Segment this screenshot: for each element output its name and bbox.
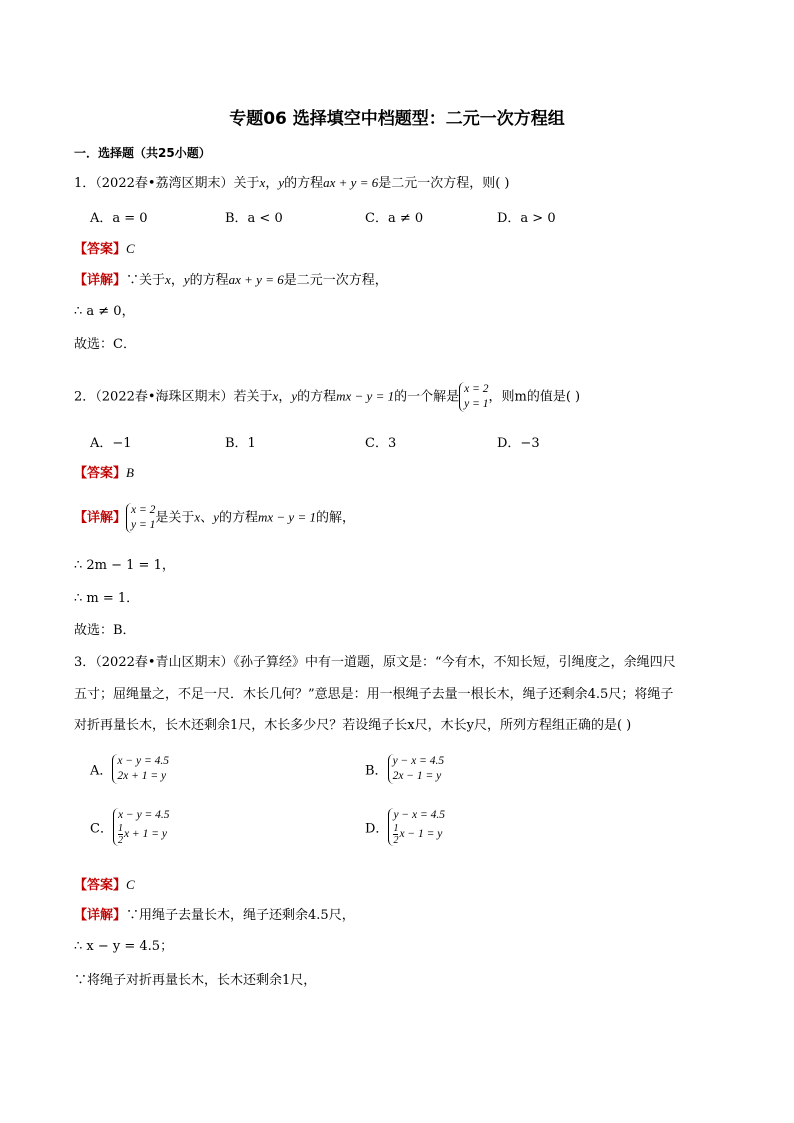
question-1-stem: 1．（2022春•荔湾区期末）关于x，y的方程ax + y = 6是二元一次方程，则( ) bbox=[74, 175, 510, 191]
section-heading: 一．选择题（共25小题） bbox=[74, 146, 211, 160]
question-2-option-b: B．1 bbox=[225, 436, 256, 451]
question-3-option-c: C． x − y = 4.5 $\frac{1}{2}$ x + 1 = y bbox=[90, 809, 170, 846]
question-1-step: ∴ a ≠ 0， bbox=[74, 304, 135, 319]
question-3-option-a: A． x − y = 4.5 2x + 1 = y bbox=[90, 755, 169, 782]
question-1-choose: 故选：C． bbox=[74, 337, 136, 352]
question-2-option-a: A．−1 bbox=[90, 436, 132, 451]
question-3-detail-2: ∵将绳子对折再量长木，长木还剩余1尺， bbox=[74, 973, 317, 988]
question-3-option-b: B． y − x = 4.5 2x − 1 = y bbox=[365, 755, 445, 782]
page-title: 专题06 选择填空中档题型：二元一次方程组 bbox=[229, 109, 565, 129]
question-3-step: ∴ x − y = 4.5； bbox=[74, 939, 174, 954]
question-3-detail: 【详解】∵用绳子去量长木，绳子还剩余4.5尺， bbox=[74, 908, 355, 923]
solution-system: x = 2 y = 1 bbox=[126, 503, 155, 533]
question-2-answer: 【答案】B bbox=[74, 465, 134, 481]
solution-system: x = 2 y = 1 bbox=[459, 382, 488, 412]
question-3-stem-line-3: 对折再量长木，长木还剩余1尺，木长多少尺？若设绳子长x尺，木长y尺，所列方程组正确的是( ) bbox=[74, 718, 632, 733]
question-1-option-d: D．a > 0 bbox=[497, 211, 556, 226]
question-3-stem-line-2: 五寸；屈绳量之，不足一尺．木长几何？”意思是：用一根绳子去量一根长木，绳子还剩余4.5尺；将绳子 bbox=[74, 687, 674, 702]
question-3-stem-line-1: 3．（2022春•青山区期末）《孙子算经》中有一道题，原文是：“今有木，不知长短，引绳度之，余绳四尺 bbox=[74, 655, 676, 670]
question-2-step-2: ∴ m = 1． bbox=[74, 591, 140, 606]
question-1-option-a: A．a = 0 bbox=[90, 211, 148, 226]
question-2-step-1: ∴ 2m − 1 = 1， bbox=[74, 558, 175, 573]
question-2-stem: 2．（2022春•海珠区期末）若关于x，y的方程mx − y = 1的一个解是 x = 2 y = 1 ，则m的值是( ) bbox=[74, 383, 581, 410]
question-1-answer: 【答案】C bbox=[74, 241, 135, 257]
question-2-detail: 【详解】 x = 2 y = 1 是关于x、y的方程mx − y = 1的解， bbox=[74, 504, 355, 531]
question-1-option-c: C．a ≠ 0 bbox=[365, 211, 424, 226]
question-3-answer: 【答案】C bbox=[74, 877, 135, 893]
question-2-choose: 故选：B． bbox=[74, 623, 136, 638]
question-1-option-b: B．a < 0 bbox=[225, 211, 283, 226]
question-2-option-d: D．−3 bbox=[497, 436, 540, 451]
question-1-detail: 【详解】∵关于x，y的方程ax + y = 6是二元一次方程， bbox=[74, 272, 388, 288]
question-2-option-c: C．3 bbox=[365, 436, 397, 451]
question-3-option-d: D． y − x = 4.5 $\frac{1}{2}$ x − 1 = y bbox=[365, 809, 446, 846]
